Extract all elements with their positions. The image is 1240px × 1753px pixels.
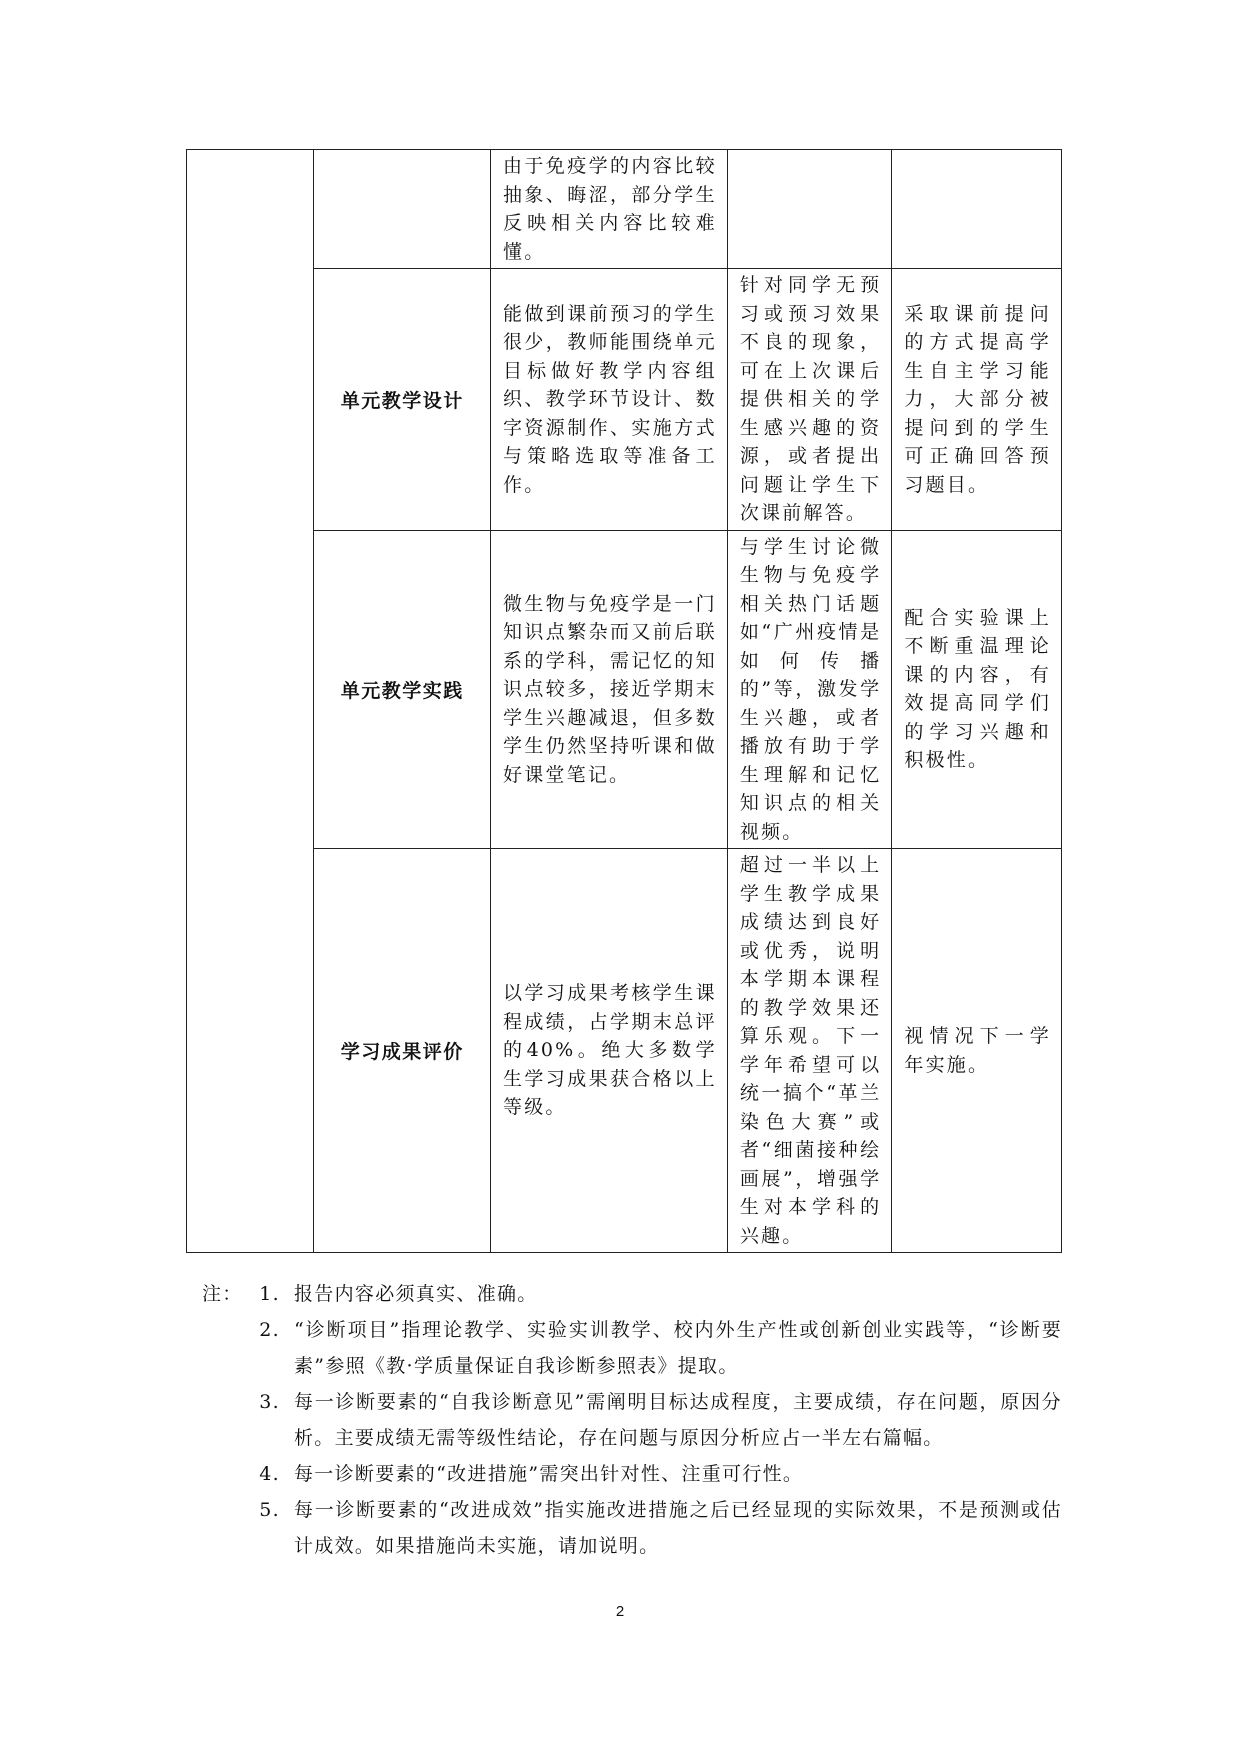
diagnosis-cell: 由于免疫学的内容比较抽象、晦涩，部分学生反映相关内容比较难懂。 <box>491 150 728 269</box>
element-cell <box>314 150 491 269</box>
diagnosis-cell: 以学习成果考核学生课程成绩，占学期末总评的40%。绝大多数学生学习成果获合格以上等级。 <box>491 849 728 1253</box>
notes-label: 注： <box>202 1283 243 1305</box>
effects-cell: 配合实验课上不断重温理论课的内容，有效提高同学们的学习兴趣和积极性。 <box>892 530 1062 849</box>
effects-cell: 视情况下一学年实施。 <box>892 849 1062 1253</box>
note-text: 报告内容必须真实、准确。 <box>294 1283 538 1305</box>
element-cell: 单元教学设计 <box>314 269 491 531</box>
note-text: 每一诊断要素的“改进成效”指实施改进措施之后已经显现的实际效果，不是预测或估计成效。如果措施尚未实施，请加说明。 <box>294 1499 1062 1557</box>
note-item <box>202 1384 1062 1456</box>
effects-cell <box>892 150 1062 269</box>
diagnosis-cell: 微生物与免疫学是一门知识点繁杂而又前后联系的学科，需记忆的知识点较多，接近学期末学生兴趣减退，但多数学生仍然坚持听课和做好课堂笔记。 <box>491 530 728 849</box>
element-cell: 学习成果评价 <box>314 849 491 1253</box>
table-row <box>187 530 1062 849</box>
note-number: 2. <box>259 1319 280 1341</box>
note-item <box>202 1276 1062 1312</box>
measures-cell: 超过一半以上学生教学成果成绩达到良好或优秀，说明本学期本课程的教学效果还算乐观。下一学年希望可以统一搞个“革兰染色大赛”或者“细菌接种绘画展”，增强学生对本学科的兴趣。 <box>727 849 892 1253</box>
element-cell: 单元教学实践 <box>314 530 491 849</box>
table-row <box>187 150 1062 269</box>
note-number: 3. <box>259 1391 280 1413</box>
table-row <box>187 849 1062 1253</box>
project-cell <box>187 150 314 1253</box>
measures-cell: 与学生讨论微生物与免疫学相关热门话题如“广州疫情是如何传播的”等，激发学生兴趣，或者播放有助于学生理解和记忆知识点的相关视频。 <box>727 530 892 849</box>
diagnosis-table <box>186 149 1062 1253</box>
page-number: 2 <box>615 1603 625 1620</box>
note-item <box>202 1492 1062 1564</box>
measures-cell: 针对同学无预习或预习效果不良的现象，可在上次课后提供相关的学生感兴趣的资源，或者提出问题让学生下次课前解答。 <box>727 269 892 531</box>
table-row <box>187 269 1062 531</box>
measures-cell <box>727 150 892 269</box>
note-number: 4. <box>259 1463 280 1485</box>
note-item <box>202 1456 1062 1492</box>
note-number: 5. <box>259 1499 280 1521</box>
note-text: 每一诊断要素的“改进措施”需突出针对性、注重可行性。 <box>294 1463 804 1485</box>
diagnosis-cell: 能做到课前预习的学生很少，教师能围绕单元目标做好教学内容组织、教学环节设计、数字资源制作、实施方式与策略选取等准备工作。 <box>491 269 728 531</box>
effects-cell: 采取课前提问的方式提高学生自主学习能力，大部分被提问到的学生可正确回答预习题目。 <box>892 269 1062 531</box>
note-text: 每一诊断要素的“自我诊断意见”需阐明目标达成程度，主要成绩，存在问题，原因分析。主要成绩无需等级性结论，存在问题与原因分析应占一半左右篇幅。 <box>294 1391 1062 1449</box>
note-item <box>202 1312 1062 1384</box>
note-text: “诊断项目”指理论教学、实验实训教学、校内外生产性或创新创业实践等，“诊断要素”参照《教·学质量保证自我诊断参照表》提取。 <box>294 1319 1062 1377</box>
notes-section <box>202 1276 1062 1564</box>
note-number: 1. <box>259 1283 280 1305</box>
